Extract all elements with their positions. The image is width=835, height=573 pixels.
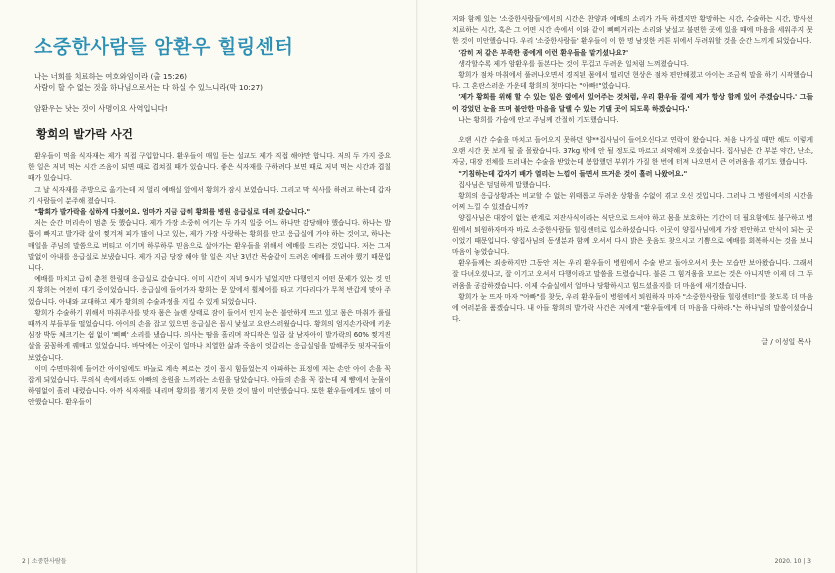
paragraph: 저와 함께 있는 '소중한사람들'에서의 시간은 찬양과 예배의 소리가 가득 하겠지만 황망하는 시간, 수술하는 시간, 방사선 치료하는 시간, 혹은 그 어떤 시간 속에서 이와 같이 삐삐거리는 소리와 낯설고 불편한 곳에 있을 때에 마음을 세워주지 못한 것이 미안했습니다. 우리 '소중한사람들' 환우들이 이 한 명 남짓한 커튼 뒤에서 두려워할 것을 순간 느끼게 되었습니다. (452, 15, 813, 46)
paragraph: 환우들이 먹을 식자재는 제가 직접 구입합니다. 환우들이 매일 듣는 설교도 제가 직접 해야만 합니다. 저의 두 가지 중요한 일은 저녁 먹는 시간 즈음이 되면 때로 겹쳐질 때가 있습니다. 좋은 식자재를 구하려다 보면 때로 저녁 먹는 시간과 겹칠 때가 있습니다. (28, 152, 391, 183)
paragraph: 나는 황희를 가슴에 안고 주님께 간절히 기도했습니다. (458, 115, 619, 124)
page-number-left: 2 | 소중한사람들 (22, 558, 67, 565)
paragraph: 이미 수면마취에 들어간 아이임에도 바늘로 계속 찌르는 것이 몹시 힘들었는지 아파하는 표정에 저는 손안 아이 손을 꼭 잡게 되었습니다. 무의식 속에서라도 아빠의 응원을 느끼라는 소원을 담았습니다. 아들의 손을 꼭 잡는데 제 뺨에서 눈물이 하염없이 흘러 내렸습니다. 아까 식자재를 내리며 황희를 챙기지 못한 것이 많이 미안했습니다. 또한 환우들에게도 많이 미안했습니다. 환우들이 (28, 364, 391, 407)
paragraph: 예배를 마치고 급히 춘천 한림대 응급실로 갔습니다. 이미 시간이 저녁 9시가 넘었지만 다행인지 어떤 문제가 있는 것 인지 황희는 여전히 대기 중이었습니다. 응급실에 들어가자 황희는 문 앞에서 휠체어를 타고 기다리다가 무척 반갑게 맞아 주었습니다. 아내와 교대하고 제가 황희의 수술과정을 지킬 수 있게 되었습니다. (28, 275, 391, 306)
paragraph: 집사님은 덤덤하게 말했습니다. (458, 180, 551, 189)
paragraph: 환우들께는 죄송하지만 그동안 저는 우리 환우들이 병원에서 수술 받고 돌아오셔서 웃는 모습만 보아왔습니다. 그래서 잘 다녀오셨나고, 잘 이기고 오셔서 다행이라고 말씀을 드렸습니다. 불론 그 힘겨움을 모르는 것은 아니지만 이제 더 그 두려움을 공감하겠습니다. 이제 수술실에서 얼마나 당황하시고 힘드셨을지를 더 마음에 새기겠습니다. (452, 259, 813, 290)
paragraph: 생각할수록 제가 암환우를 돌본다는 것이 무겁고 두려운 일처럼 느껴졌습니다. (458, 59, 689, 68)
author-signature: 글 / 이성일 목사 (761, 338, 811, 347)
quote: "기침하는데 갑자기 배가 열리는 느낌이 들면서 뜨거운 것이 흘러 나왔어요." (458, 169, 688, 178)
section-gap (452, 126, 813, 135)
article-title: 황희의 발가락 사건 (36, 127, 133, 141)
paragraph: 황희의 응급상황과는 비교할 수 없는 위태롭고 두려운 상황을 수없이 겪고 오신 것입니다. 그러나 그 병원에서의 시간을 어찌 느낄 수 있겠습니까? (452, 192, 813, 212)
center-title: 소중한사람들 암환우 힐링센터 (34, 36, 294, 58)
quote: "황희가 발가락을 심하게 다쳤어요. 엄마가 지금 급히 황희를 병원 응급실로 데려 갔습니다." (34, 208, 311, 217)
left-page (0, 0, 417, 573)
quote: '감히 저 같은 부족한 종에게 이런 환우들을 맡기셨나요?' (458, 48, 629, 57)
paragraph: 그 날 식자재를 주방으로 옮기는데 저 멀리 예배실 앞에서 황희가 잠시 보였습니다. 그리고 막 식사를 하려고 하는데 갑자기 사람들이 분주해 졌습니다. (28, 185, 391, 205)
paragraph: 저는 순간 머리속이 멈춘 듯 했습니다. 제가 가장 소중히 여기는 두 가지 일중 어느 하나만 감당해야 했습니다. 하나는 발톱이 빠지고 발가락 살이 찢겨져 피가 많이 나고 있는, 제가 가장 사랑하는 황희를 안고 응급실에 가야 하는 것이고, 하나는 매일을 주님의 말씀으로 버티고 이기며 하루하루 믿음으로 살아가는 환우들을 위해서 예배를 드리는 것입니다. 저는 그저 말없이 아내를 응급실로 보냈습니다. 제가 지금 당장 해야 할 일은 지난 3년간 목숨같이 드려온 예배를 드려야 했기 때문입니다. (28, 219, 391, 273)
paragraph: 황희가 점차 마취에서 풀려나오면서 경직된 몸에서 떨리던 현상은 점차 편안해졌고 아이는 조금씩 말을 하기 시작했습니다. 그 혼란스러운 가운데 황희의 첫마디는 "아빠!"였습니다. (452, 71, 813, 91)
paragraph: 황희가 눈 뜨자 마자 "아빠"를 찾듯, 우리 환우들이 병원에서 퇴원하자 마자 "소중한사람들 힐링센터!"를 찾도록 더 마음에 여러분을 품겠습니다. 내 아들 황희의 발가락 사건은 저에게 "환우들에게 더 마음을 다하라."는 하나님의 말씀이셨습니다. (452, 292, 813, 324)
right-page (418, 0, 835, 573)
page-number-right: 2020. 10 | 3 (774, 558, 811, 565)
paragraph: 황희가 수술하기 위해서 마취주사를 맞자 몸은 늘랜 상태로 잠이 들어서 인지 눈은 불안하게 뜨고 있고 몸은 마취가 풀릴 때까지 부들부들 떨었습니다. 아이의 손을 잡고 있으면 응급실은 몹시 낯설고 요란스러웠습니다. 황희의 엄지손가락에 키운 심장 박동 체크기는 쉼 없이 '삐삐' 소리를 냈습니다. 의사는 땀을 흘리며 작디작은 일곱 살 남자아이 발가락의 60% 찢겨진 살을 꿈꼼하게 꿰매고 있었습니다. 바닥에는 이곳이 얼마나 치열한 삶과 죽음이 엇갈리는 응급실임을 말해주듯 핏자국들이 보였습니다. (28, 308, 391, 362)
motto: 암환우는 낫는 것이 사명이요 사역입니다! (34, 104, 168, 113)
bible-verse: 사람이 할 수 없는 것을 하나님으로서는 다 하실 수 있느니라(막 10:27) (34, 83, 264, 92)
paragraph: 양집사님은 대장이 없는 관계로 저잔사식이라는 식단으로 드셔야 하고 몸을 보호하는 기간이 더 필요함에도 불구하고 병원에서 퇴원하자마자 바로 소중한사람들 힐링센터로 입소하셨습니다. 이곳이 양집사님에게 가장 편안하고 안식이 되는 곳이었기 때문입니다. 양집사님의 동생분과 함께 오셔서 다시 밝은 웃음도 찾으시고 기쁨으로 예배를 회복하시는 것을 보니 마음이 놓였습니다. (452, 214, 813, 257)
paragraph: 오랜 시간 수술을 마치고 들어오지 못하던 양**집사님이 들어오신다고 연락이 왔습니다. 처음 나가실 때만 해도 이렇게 오랜 시간 못 보게 될 줄 몰랐습니다. 37kg 밖에 안 될 정도로 마르고 쇠약해져 오셨습니다. 집사님은 간 부분 약간, 난소, 자궁, 대장 전체를 드러내는 수술을 받았는데 봉합했던 부위가 가질 한 번에 터져 나오면서 큰 어려움을 겪기도 했습니다. (452, 136, 813, 167)
bible-verse: 나는 너희를 치료하는 여호와임이라 (출 15:26) (34, 72, 188, 81)
quote: '제가 황희를 위해 할 수 있는 일은 옆에서 있어주는 것처럼, 우리 환우들 곁에 제가 항상 함께 있어 주겠습니다.' 그들이 강었던 눈을 뜨며 불안한 마음을 달랠 수 있는 기댈 곳이 되도록 하겠습니다.' (452, 93, 813, 113)
